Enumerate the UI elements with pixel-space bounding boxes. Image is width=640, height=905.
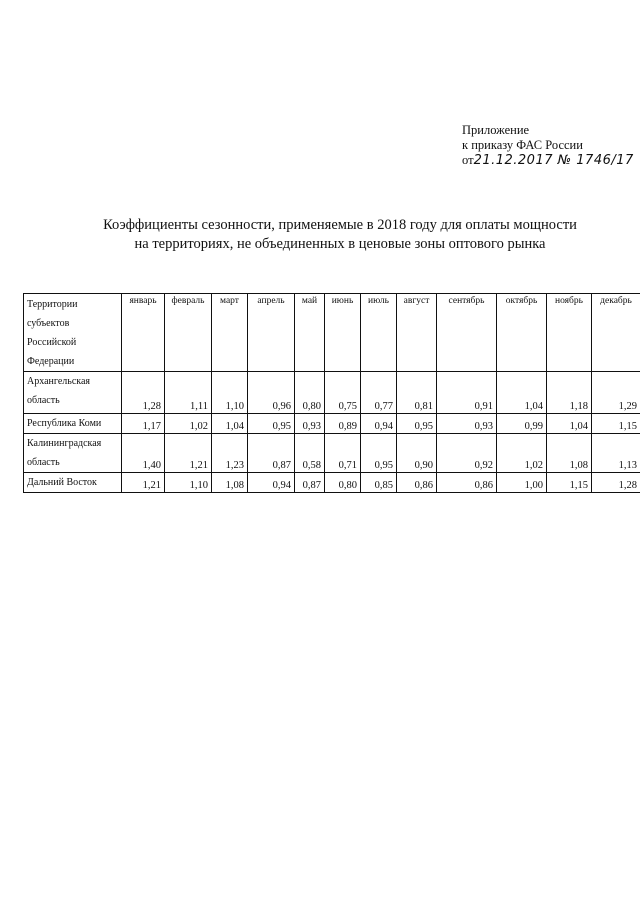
coefficient-cell: 1,00 <box>497 473 547 493</box>
document-title <box>60 216 620 254</box>
coefficient-cell: 0,93 <box>437 414 497 434</box>
coefficient-cell: 1,28 <box>592 473 640 493</box>
region-name: Дальний Восток <box>24 473 122 493</box>
coefficient-cell: 1,04 <box>497 372 547 414</box>
coefficient-cell: 0,99 <box>497 414 547 434</box>
coefficient-cell: 1,40 <box>122 434 165 473</box>
header-month: июль <box>361 294 397 372</box>
header-month: январь <box>122 294 165 372</box>
header-row <box>24 294 640 372</box>
table-row <box>24 372 640 414</box>
coefficient-cell: 0,71 <box>325 434 361 473</box>
coefficient-cell: 1,21 <box>165 434 212 473</box>
coefficient-cell: 0,80 <box>295 372 325 414</box>
coefficient-cell: 0,95 <box>397 414 437 434</box>
coefficient-cell: 1,08 <box>212 473 248 493</box>
title-line-2: на территориях, не объединенных в ценовые зоны оптового рынка <box>134 236 546 252</box>
coefficient-cell: 0,91 <box>437 372 497 414</box>
coefficient-cell: 0,75 <box>325 372 361 414</box>
coefficient-cell: 0,86 <box>437 473 497 493</box>
appendix-block <box>462 123 634 168</box>
coefficient-cell: 0,96 <box>248 372 295 414</box>
title-line-1: Коэффициенты сезонности, применяемые в 2018 году для оплаты мощности <box>103 217 577 233</box>
header-month: март <box>212 294 248 372</box>
coefficient-cell: 1,15 <box>592 414 640 434</box>
table-row <box>24 414 640 434</box>
coefficient-cell: 0,89 <box>325 414 361 434</box>
coefficient-cell: 0,86 <box>397 473 437 493</box>
coefficient-cell: 1,08 <box>547 434 592 473</box>
coefficient-cell: 0,93 <box>295 414 325 434</box>
appendix-title: Приложение <box>462 123 530 137</box>
appendix-date-line <box>462 153 634 168</box>
coefficient-cell: 1,02 <box>497 434 547 473</box>
coefficient-cell: 1,21 <box>122 473 165 493</box>
coefficient-cell: 1,10 <box>165 473 212 493</box>
coefficient-cell: 1,13 <box>592 434 640 473</box>
region-name: Республика Коми <box>24 414 122 434</box>
header-month: февраль <box>165 294 212 372</box>
coefficient-cell: 1,02 <box>165 414 212 434</box>
region-name: Архангельская область <box>24 372 122 414</box>
header-month: май <box>295 294 325 372</box>
coefficient-cell: 1,04 <box>212 414 248 434</box>
header-month: октябрь <box>497 294 547 372</box>
header-month: ноябрь <box>547 294 592 372</box>
seasonality-table <box>23 293 640 493</box>
header-month: сентябрь <box>437 294 497 372</box>
coefficient-cell: 1,15 <box>547 473 592 493</box>
coefficient-cell: 0,81 <box>397 372 437 414</box>
table-row <box>24 473 640 493</box>
coefficient-cell: 0,77 <box>361 372 397 414</box>
coefficient-cell: 0,95 <box>361 434 397 473</box>
coefficient-cell: 0,92 <box>437 434 497 473</box>
coefficient-cell: 1,11 <box>165 372 212 414</box>
header-month: август <box>397 294 437 372</box>
header-month: июнь <box>325 294 361 372</box>
coefficient-cell: 0,94 <box>248 473 295 493</box>
coefficient-cell: 0,90 <box>397 434 437 473</box>
header-month: декабрь <box>592 294 640 372</box>
coefficient-cell: 0,95 <box>248 414 295 434</box>
coefficient-cell: 0,94 <box>361 414 397 434</box>
appendix-order-ref: к приказу ФАС России <box>462 138 583 152</box>
handwritten-date-number: 21.12.2017 № 1746/17 <box>473 153 634 168</box>
coefficient-cell: 0,85 <box>361 473 397 493</box>
coefficient-cell: 1,10 <box>212 372 248 414</box>
coefficient-cell: 1,17 <box>122 414 165 434</box>
region-name: Калининградская область <box>24 434 122 473</box>
coefficient-cell: 0,87 <box>295 473 325 493</box>
coefficient-cell: 0,80 <box>325 473 361 493</box>
coefficient-cell: 0,58 <box>295 434 325 473</box>
coefficient-cell: 1,29 <box>592 372 640 414</box>
header-month: апрель <box>248 294 295 372</box>
coefficient-cell: 1,04 <box>547 414 592 434</box>
coefficient-cell: 1,28 <box>122 372 165 414</box>
coefficient-cell: 1,23 <box>212 434 248 473</box>
header-territories: Территории субъектов Российской Федерации <box>24 294 122 372</box>
appendix-date-prefix: от <box>462 153 474 167</box>
table-row <box>24 434 640 473</box>
coefficient-cell: 1,18 <box>547 372 592 414</box>
coefficient-cell: 0,87 <box>248 434 295 473</box>
